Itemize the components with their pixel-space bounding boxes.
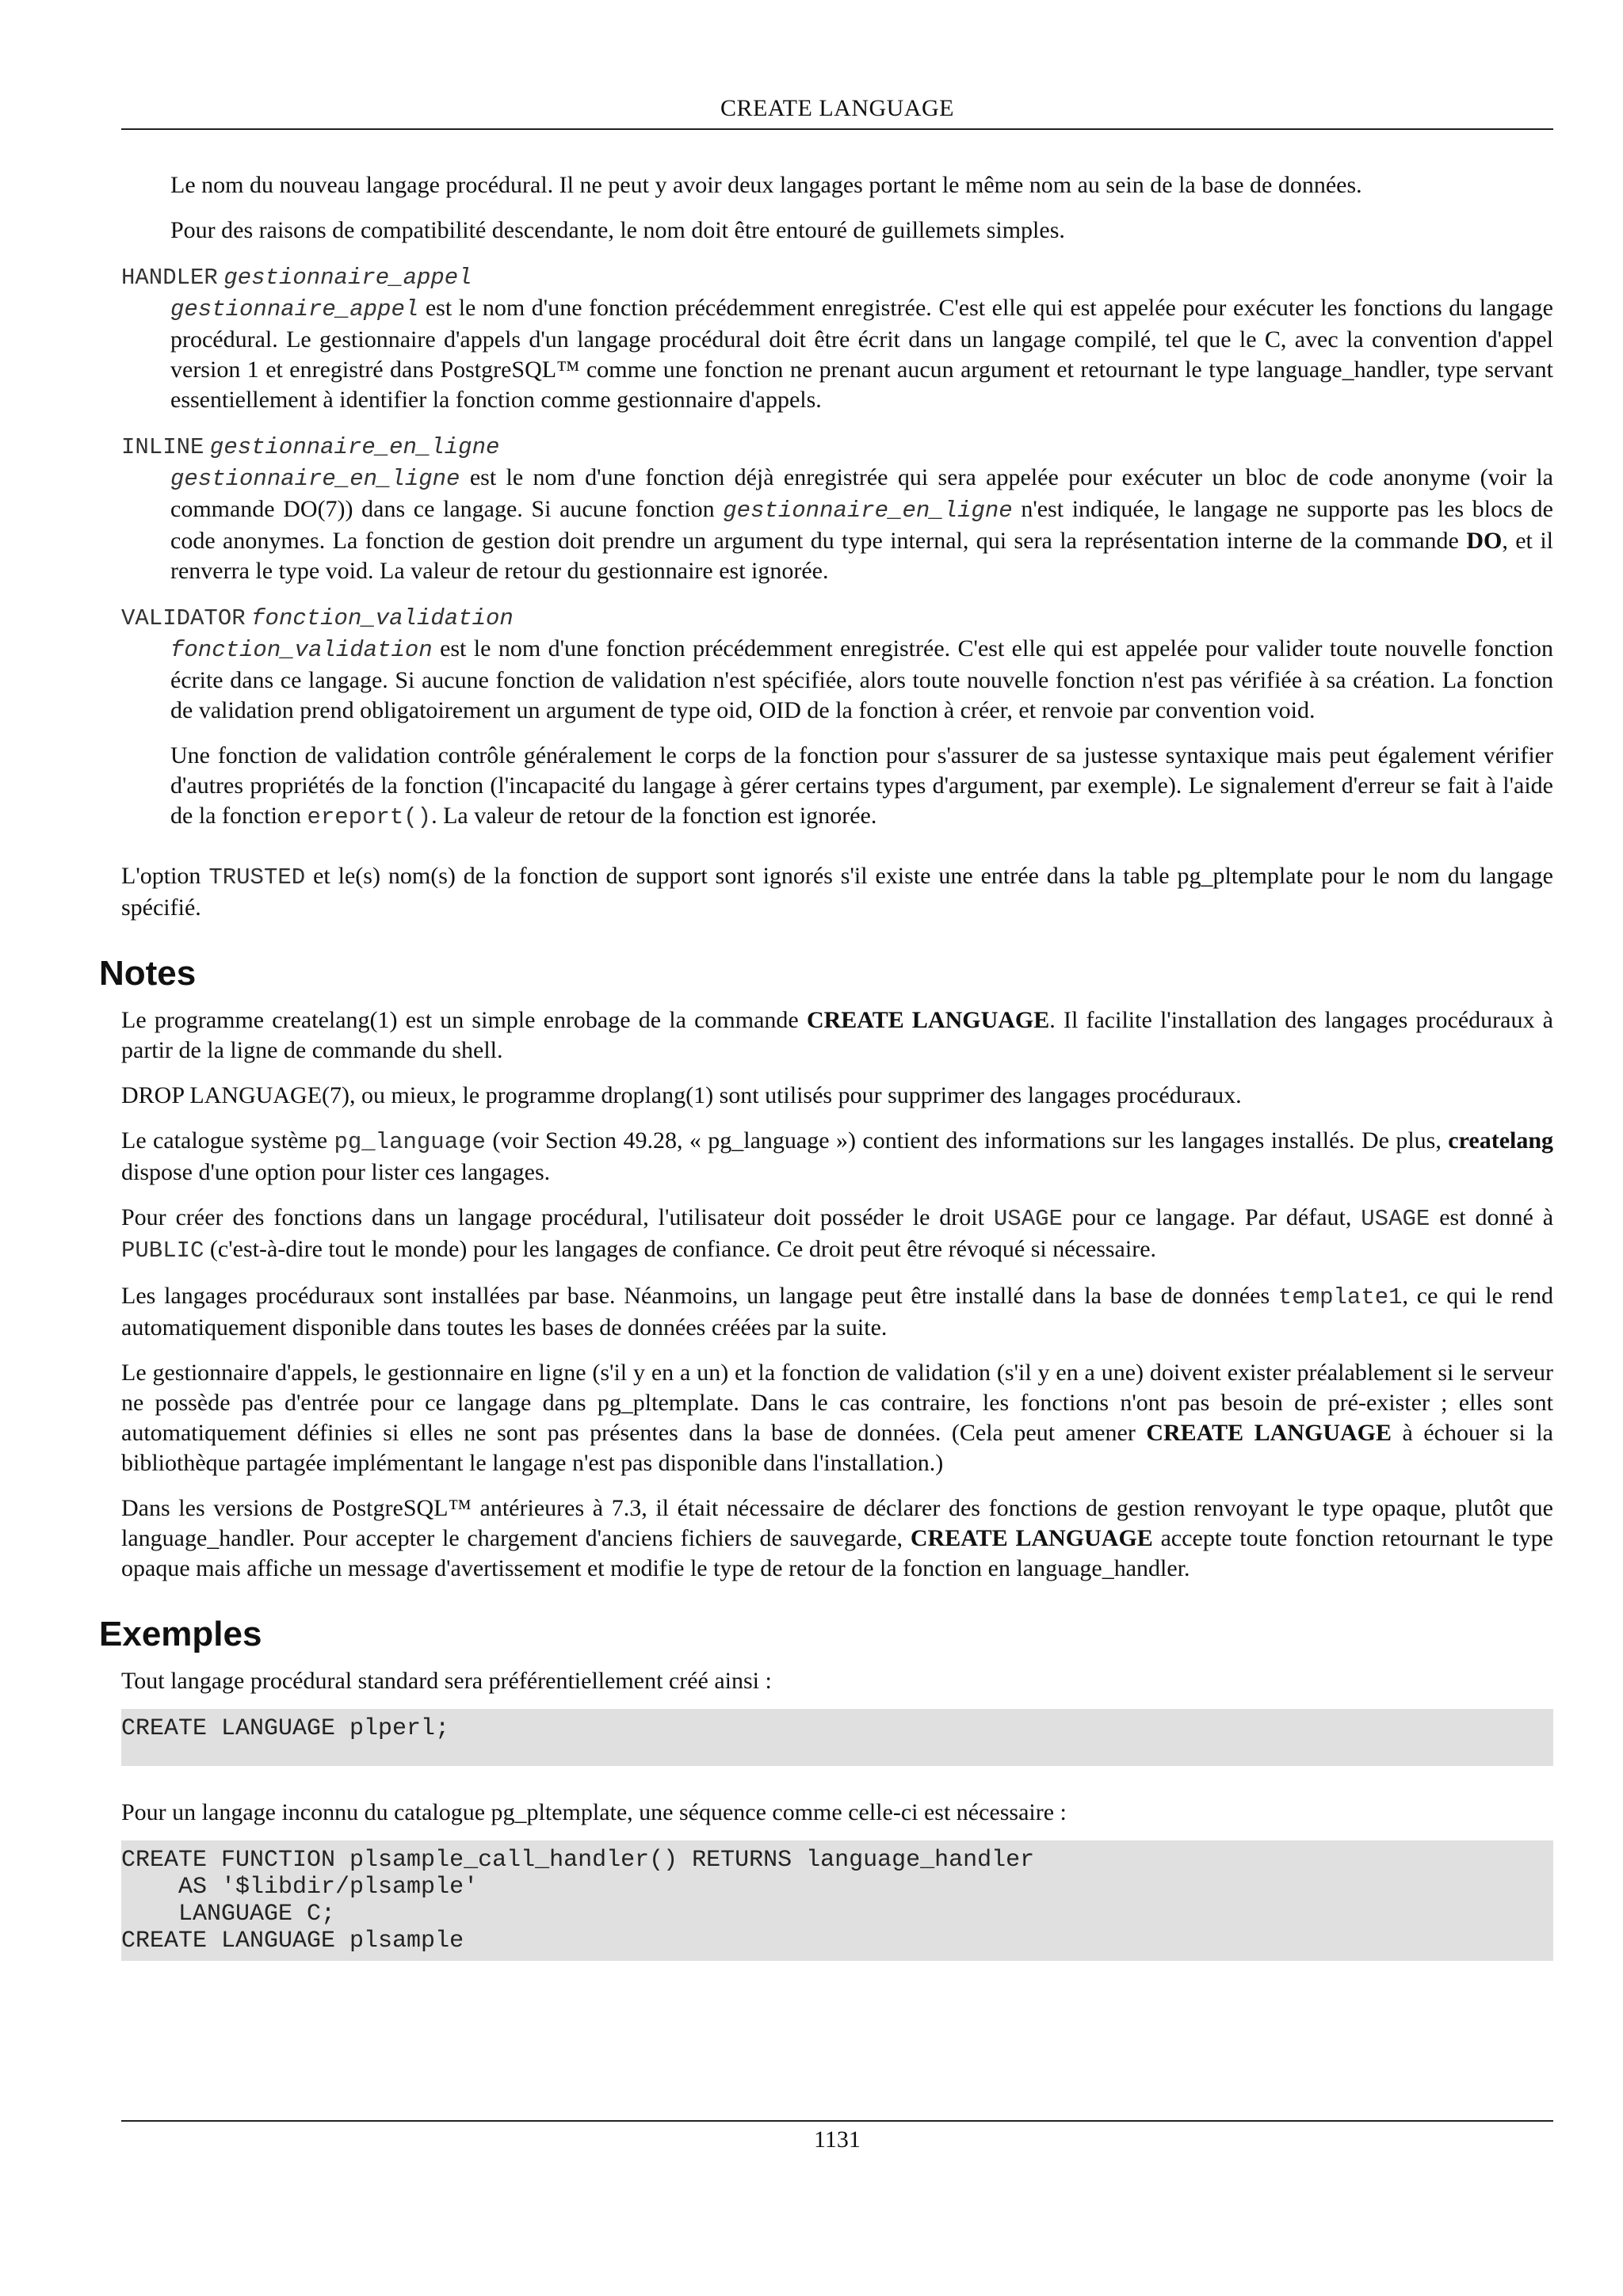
- inline-term: INLINE gestionnaire_en_ligne: [121, 434, 500, 460]
- notes-paragraph: Pour créer des fonctions dans un langage procédural, l'utilisateur doit posséder le droit USAGE pour ce langage. Par défaut, USAGE est donné à PUBLIC (c'est-à-dire tout le monde) pour les langages de confiance. Ce droit peut être révoqué si nécessaire.: [121, 1204, 1554, 1264]
- handler-description: gestionnaire_appel est le nom d'une fonction précédemment enregistrée. C'est elle qui est appelée pour exécuter les fonctions du langage procédural. Le gestionnaire d'appels d'un langage procédural doit être écrit dans un langage compilé, tel que le C, avec la convention d'appel version 1 et enregistré dans PostgreSQL™ comme une fonction ne prenant aucun argument et retournant le type language_handler, type servant essentiellement à identifier la fonction comme gestionnaire d'appels.: [170, 295, 1553, 413]
- name-quote-note: Pour des raisons de compatibilité descendante, le nom doit être entouré de guillemets simples.: [170, 217, 1065, 243]
- examples-text: Pour un langage inconnu du catalogue pg_pltemplate, une séquence comme celle-ci est nécessaire :: [121, 1799, 1067, 1825]
- notes-paragraph: Dans les versions de PostgreSQL™ antérieures à 7.3, il était nécessaire de déclarer des fonctions de gestion renvoyant le type opaque, plutôt que language_handler. Pour accepter le chargement d'anciens fichiers de sauvegarde, CREATE LANGUAGE accepte toute fonction retournant le type opaque mais affiche un message d'avertissement et modifie le type de retour de la fonction en language_handler.: [121, 1495, 1553, 1581]
- inline-description: gestionnaire_en_ligne est le nom d'une fonction déjà enregistrée qui sera appelée pour exécuter un bloc de code anonyme (voir la commande DO(7)) dans ce langage. Si aucune fonction gestionnaire_en_ligne n'est indiquée, le langage ne supporte pas les blocs de code anonymes. La fonction de gestion doit prendre un argument du type internal, qui sera la représentation interne de la commande DO, et il renverra le type void. La valeur de retour du gestionnaire est ignorée.: [170, 464, 1553, 584]
- header-rule: [121, 128, 1553, 130]
- trusted-note: L'option TRUSTED et le(s) nom(s) de la fonction de support sont ignorés s'il existe une entrée dans la table pg_pltemplate pour le nom du langage spécifié.: [121, 863, 1553, 921]
- validator-description: fonction_validation est le nom d'une fonction précédemment enregistrée. C'est elle qui est appelée pour valider toute nouvelle fonction écrite dans ce langage. Si aucune fonction de validation n'est spécifiée, alors toute nouvelle fonction n'est pas vérifiée à sa création. La fonction de validation prend obligatoirement un argument de type oid, OID de la fonction à créer, et renvoie par convention void.: [170, 635, 1553, 723]
- validator-details: Une fonction de validation contrôle généralement le corps de la fonction pour s'assurer de sa justesse syntaxique mais peut également vérifier d'autres propriétés de la fonction (l'incapacité du langage à gérer certains types d'argument, par exemple). Le signalement d'erreur se fait à l'aide de la fonction ereport(). La valeur de retour de la fonction est ignorée.: [170, 742, 1553, 830]
- page-number: 1131: [814, 2126, 861, 2153]
- handler-term: HANDLER gestionnaire_appel: [121, 265, 472, 291]
- notes-paragraph: Le catalogue système pg_language (voir Section 49.28, « pg_language ») contient des informations sur les langages installés. De plus, createlang dispose d'une option pour lister ces langages.: [121, 1127, 1554, 1185]
- running-header: CREATE LANGUAGE: [720, 95, 954, 121]
- notes-heading: Notes: [99, 954, 197, 993]
- notes-paragraph: Le programme createlang(1) est un simple enrobage de la commande CREATE LANGUAGE. Il facilite l'installation des langages procéduraux à partir de la ligne de commande du shell.: [121, 1007, 1553, 1063]
- code-block: CREATE LANGUAGE plperl;: [121, 1709, 1553, 1766]
- notes-paragraph: Le gestionnaire d'appels, le gestionnaire en ligne (s'il y en a un) et la fonction de validation (s'il y en a une) doivent exister préalablement si le serveur ne possède pas d'entrée pour ce langage dans pg_pltemplate. Dans le cas contraire, les fonctions n'ont pas besoin de pré-exister ; elles sont automatiquement définies si elles ne sont pas présentes dans la base de données. (Cela peut amener CREATE LANGUAGE à échouer si la bibliothèque partagée implémentant le langage n'est pas disponible dans l'installation.): [121, 1360, 1553, 1476]
- name-description: Le nom du nouveau langage procédural. Il ne peut y avoir deux langages portant le même nom au sein de la base de données.: [170, 172, 1362, 198]
- code-block: CREATE FUNCTION plsample_call_handler() RETURNS language_handler AS '$libdir/plsample' LANGUAGE C; CREATE LANGUAGE plsample: [121, 1840, 1553, 1961]
- validator-term: VALIDATOR fonction_validation: [121, 605, 514, 631]
- page-content: [99, 170, 1554, 1961]
- examples-heading: Exemples: [99, 1615, 262, 1653]
- notes-paragraph: Les langages procéduraux sont installées par base. Néanmoins, un langage peut être installé dans la base de données template1, ce qui le rend automatiquement disponible dans toutes les bases de données créées par la suite.: [121, 1283, 1554, 1341]
- examples-intro: Tout langage procédural standard sera préférentiellement créé ainsi :: [121, 1668, 772, 1694]
- footer-rule: [121, 2120, 1553, 2122]
- notes-paragraph: DROP LANGUAGE(7), ou mieux, le programme droplang(1) sont utilisés pour supprimer des langages procéduraux.: [121, 1082, 1242, 1108]
